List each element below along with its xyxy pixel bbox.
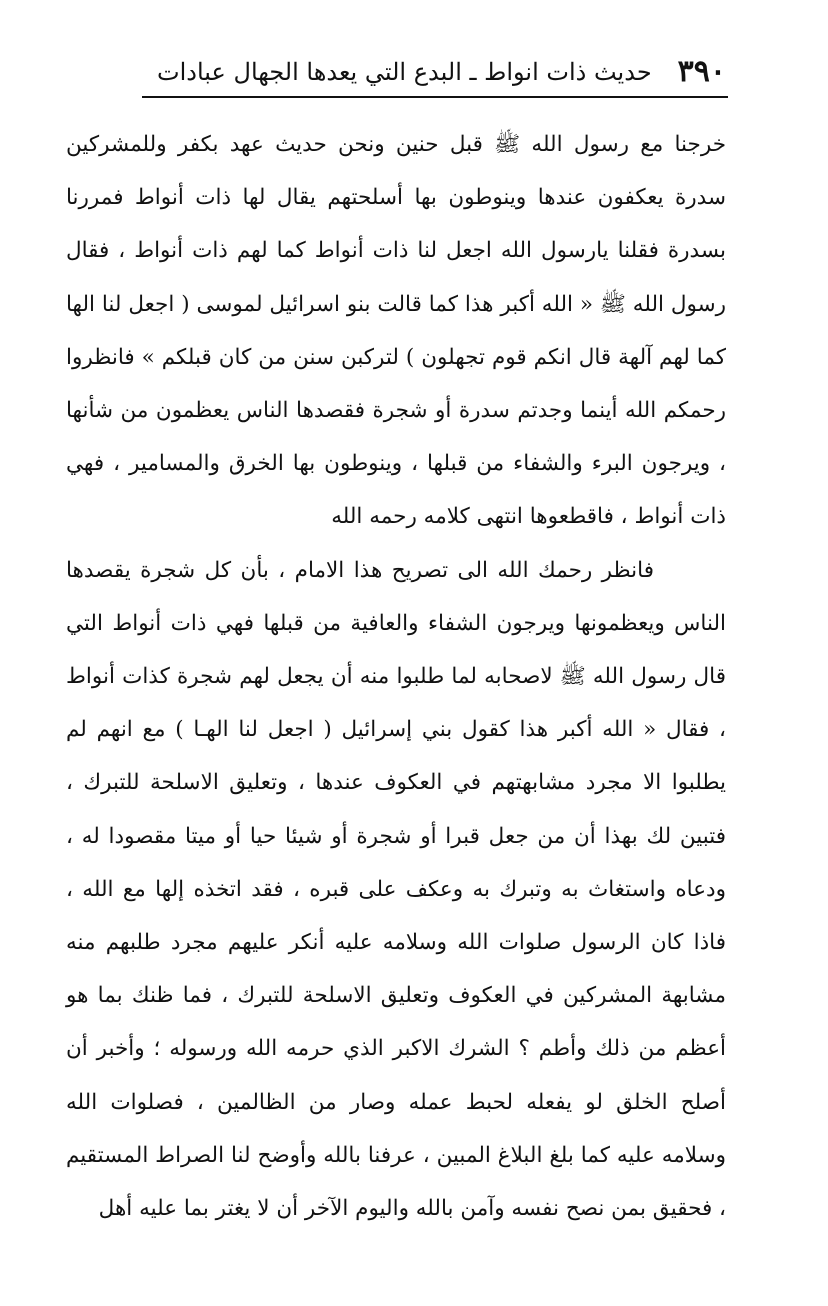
running-title: حديث ذات انواط ـ البدع التي يعدها الجهال عبادات — [157, 58, 652, 86]
paragraph-1: خرجنا مع رسول الله ﷺ قبل حنين ونحن حديث عهد بكفر وللمشركين سدرة يعكفون عندها وينوطون بها أسلحتهم يقال لها ذات أنواط فمررنا بسدرة فقلنا يارسول الله اجعل لنا ذات أنواط كما لهم ذات أنواط ، فقال رسول الله ﷺ « الله أكبر هذا كما قالت بنو اسرائيل لموسى ( اجعل لنا الها كما لهم آلهة قال انكم قوم تجهلون ) لتركبن سنن من كان قبلكم » فانظروا رحمكم الله أينما وجدتم سدرة أو شجرة فقصدها الناس يعظمون من شأنها ، ويرجون البرء والشفاء من قبلها ، وينوطون بها الخرق والمسامير ، فهي ذات أنواط ، فاقطعوها انتهى كلامه رحمه الله — [66, 132, 726, 530]
body-text — [66, 118, 726, 1235]
header-divider — [142, 96, 728, 98]
paragraph-2: فانظر رحمك الله الى تصريح هذا الامام ، بأن كل شجرة يقصدها الناس ويعظمونها ويرجون الشفاء والعافية من قبلها فهي ذات أنواط التي قال رسول الله ﷺ لاصحابه لما طلبوا منه أن يجعل لهم شجرة كذات أنواط ، فقال « الله أكبر هذا كقول بني إسرائيل ( اجعل لنا الهـا ) مع انهم لم يطلبوا الا مجرد مشابهتهم في العكوف عندها ، وتعليق الاسلحة للتبرك ، فتبين لك بهذا أن من جعل قبرا أو شجرة أو شيئا حيا أو ميتا مقصودا له ، ودعاه واستغاث به وتبرك به وعكف على قبره ، فقد اتخذه إلها مع الله ، فاذا كان الرسول صلوات الله وسلامه عليه أنكر عليهم مجرد طلبهم منه مشابهة المشركين في العكوف وتعليق الاسلحة للتبرك ، فما ظنك بما هو أعظم من ذلك وأطم ؟ الشرك الاكبر الذي حرمه الله ورسوله ؛ وأخبر أن أصلح الخلق لو يفعله لحبط عمله وصار من الظالمين ، فصلوات الله وسلامه عليه كما بلغ البلاغ المبين ، عرفنا بالله وأوضح لنا الصراط المستقيم ، فحقيق بمن نصح نفسه وآمن بالله واليوم الآخر أن لا يغتر بما عليه أهل — [66, 557, 726, 1222]
page-number: ٣٩٠ — [677, 54, 726, 89]
page-header — [150, 52, 726, 92]
